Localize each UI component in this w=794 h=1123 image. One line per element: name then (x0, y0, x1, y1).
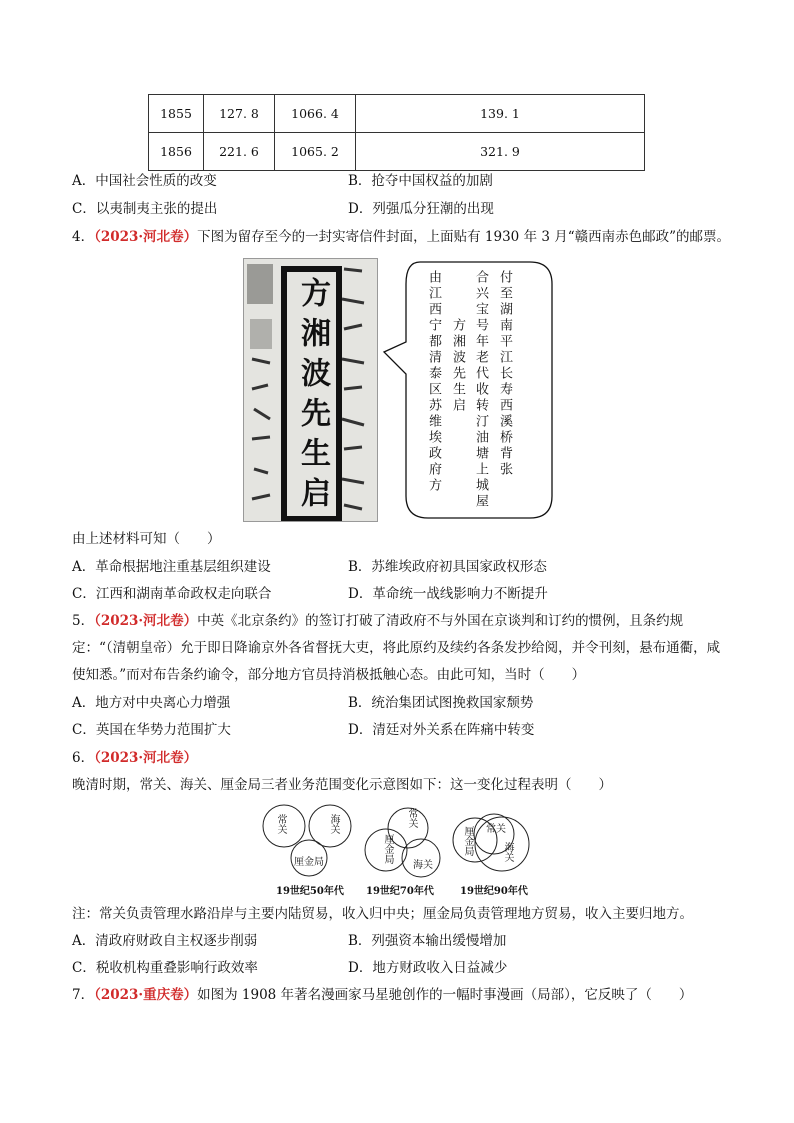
q3-option-c: C．以夷制夷主张的提出 (72, 201, 218, 217)
question-number: 5． (72, 613, 95, 629)
bubble-line-2: 合兴宝号年老代收转汀油塘上城屋 (473, 270, 488, 510)
question-7-stem (72, 986, 692, 1004)
table-cell: 321. 9 (356, 133, 645, 171)
table-cell: 139. 1 (356, 95, 645, 133)
label-changguan: 常关 (406, 808, 417, 828)
table-row (149, 133, 645, 171)
question-6-stem (72, 745, 732, 799)
question-text: 下图为留存至今的一封实寄信件封面，上面贴有 1930 年 3 月“赣西南赤色邮政”的邮票。 (197, 229, 731, 245)
q4-option-a: A．革命根据地注重基层组织建设 (72, 559, 271, 575)
question-number: 4． (72, 229, 95, 245)
bubble-line-3: 方湘波先生启 (450, 318, 465, 414)
bubble-line-4: 由江西宁都清泰区苏维埃政府方 (426, 270, 441, 494)
q4-option-d: D．革命统一战线影响力不断提升 (348, 586, 548, 602)
question-5-stem (72, 608, 732, 689)
table-cell: 1066. 4 (275, 95, 356, 133)
question-number: 6． (72, 750, 95, 766)
q5-option-b: B．统治集团试图挽救国家颓势 (348, 695, 534, 711)
table-cell: 1065. 2 (275, 133, 356, 171)
q3-option-a: A．中国社会性质的改变 (72, 173, 217, 189)
q4-option-b: B．苏维埃政府初具国家政权形态 (348, 559, 547, 575)
q4-option-c: C．江西和湖南革命政权走向联合 (72, 586, 272, 602)
question-text: 如图为 1908 年著名漫画家马星驰创作的一幅时事漫画（局部），它反映了（ ） (197, 987, 693, 1003)
label-lijin: 厘金局 (294, 857, 324, 868)
period-label: 19世纪90年代 (460, 886, 528, 897)
label-changguan: 常关 (275, 814, 286, 834)
table-cell: 1855 (149, 95, 204, 133)
q5-option-d: D．清廷对外关系在阵痛中转变 (348, 722, 535, 738)
envelope-recipient: 方湘波先生启 (295, 277, 330, 517)
q5-option-c: C．英国在华势力范围扩大 (72, 722, 231, 738)
question-source: （2023·河北卷） (94, 613, 198, 629)
question-number: 7． (72, 987, 95, 1003)
period-label: 19世纪50年代 (276, 886, 344, 897)
table-cell: 1856 (149, 133, 204, 171)
table-cell: 127. 8 (204, 95, 275, 133)
table-cell: 221. 6 (204, 133, 275, 171)
q5-option-a: A．地方对中央离心力增强 (72, 695, 231, 711)
table-row (149, 95, 645, 133)
q6-option-a: A．清政府财政自主权逐步削弱 (72, 933, 258, 949)
question-source: （2023·重庆卷） (94, 987, 198, 1003)
question-4-stem (72, 228, 730, 246)
label-haiguan: 海关 (328, 814, 339, 834)
q6-option-c: C．税收机构重叠影响行政效率 (72, 960, 258, 976)
question-text: 中英《北京条约》的签订打破了清政府不与外国在京谈判和订约的惯例，且条约规定：“（清朝皇帝）允于即日降谕京外各省督抚大吏，将此原约及续约各条发抄给阅，并令刊刻，悬布通衢，咸使知悉。”而对布告条约谕令，部分地方官员持消极抵触心态。由此可知，当时（ ） (72, 613, 721, 683)
period-label: 19世纪70年代 (366, 886, 434, 897)
label-haiguan: 海关 (413, 860, 433, 871)
question-source: （2023·河北卷） (94, 229, 198, 245)
label-lijin: 厘金局 (382, 834, 393, 864)
question-4-prompt: 由上述材料可知（ ） (72, 531, 221, 547)
data-table (148, 94, 645, 171)
q6-option-b: B．列强资本输出缓慢增加 (348, 933, 507, 949)
q3-option-d: D．列强瓜分狂潮的出现 (348, 201, 494, 217)
speech-bubble (380, 256, 556, 524)
label-changguan: 常关 (486, 824, 506, 835)
question-6-note: 注：常关负责管理水路沿岸与主要内陆贸易，收入归中央；厘金局负责管理地方贸易，收入主要归地方。 (72, 906, 693, 922)
label-lijin: 厘金局 (462, 826, 473, 856)
q6-option-d: D．地方财政收入日益减少 (348, 960, 508, 976)
envelope-photo (243, 258, 378, 522)
bubble-line-1: 付至湖南平江长寿西溪桥背张 (497, 270, 512, 478)
question-source: （2023·河北卷） (94, 750, 198, 766)
q3-option-b: B．抢夺中国权益的加剧 (348, 173, 493, 189)
question-text: 晚清时期，常关、海关、厘金局三者业务范围变化示意图如下：这一变化过程表明（ ） (72, 777, 612, 793)
label-haiguan: 海关 (502, 842, 513, 862)
